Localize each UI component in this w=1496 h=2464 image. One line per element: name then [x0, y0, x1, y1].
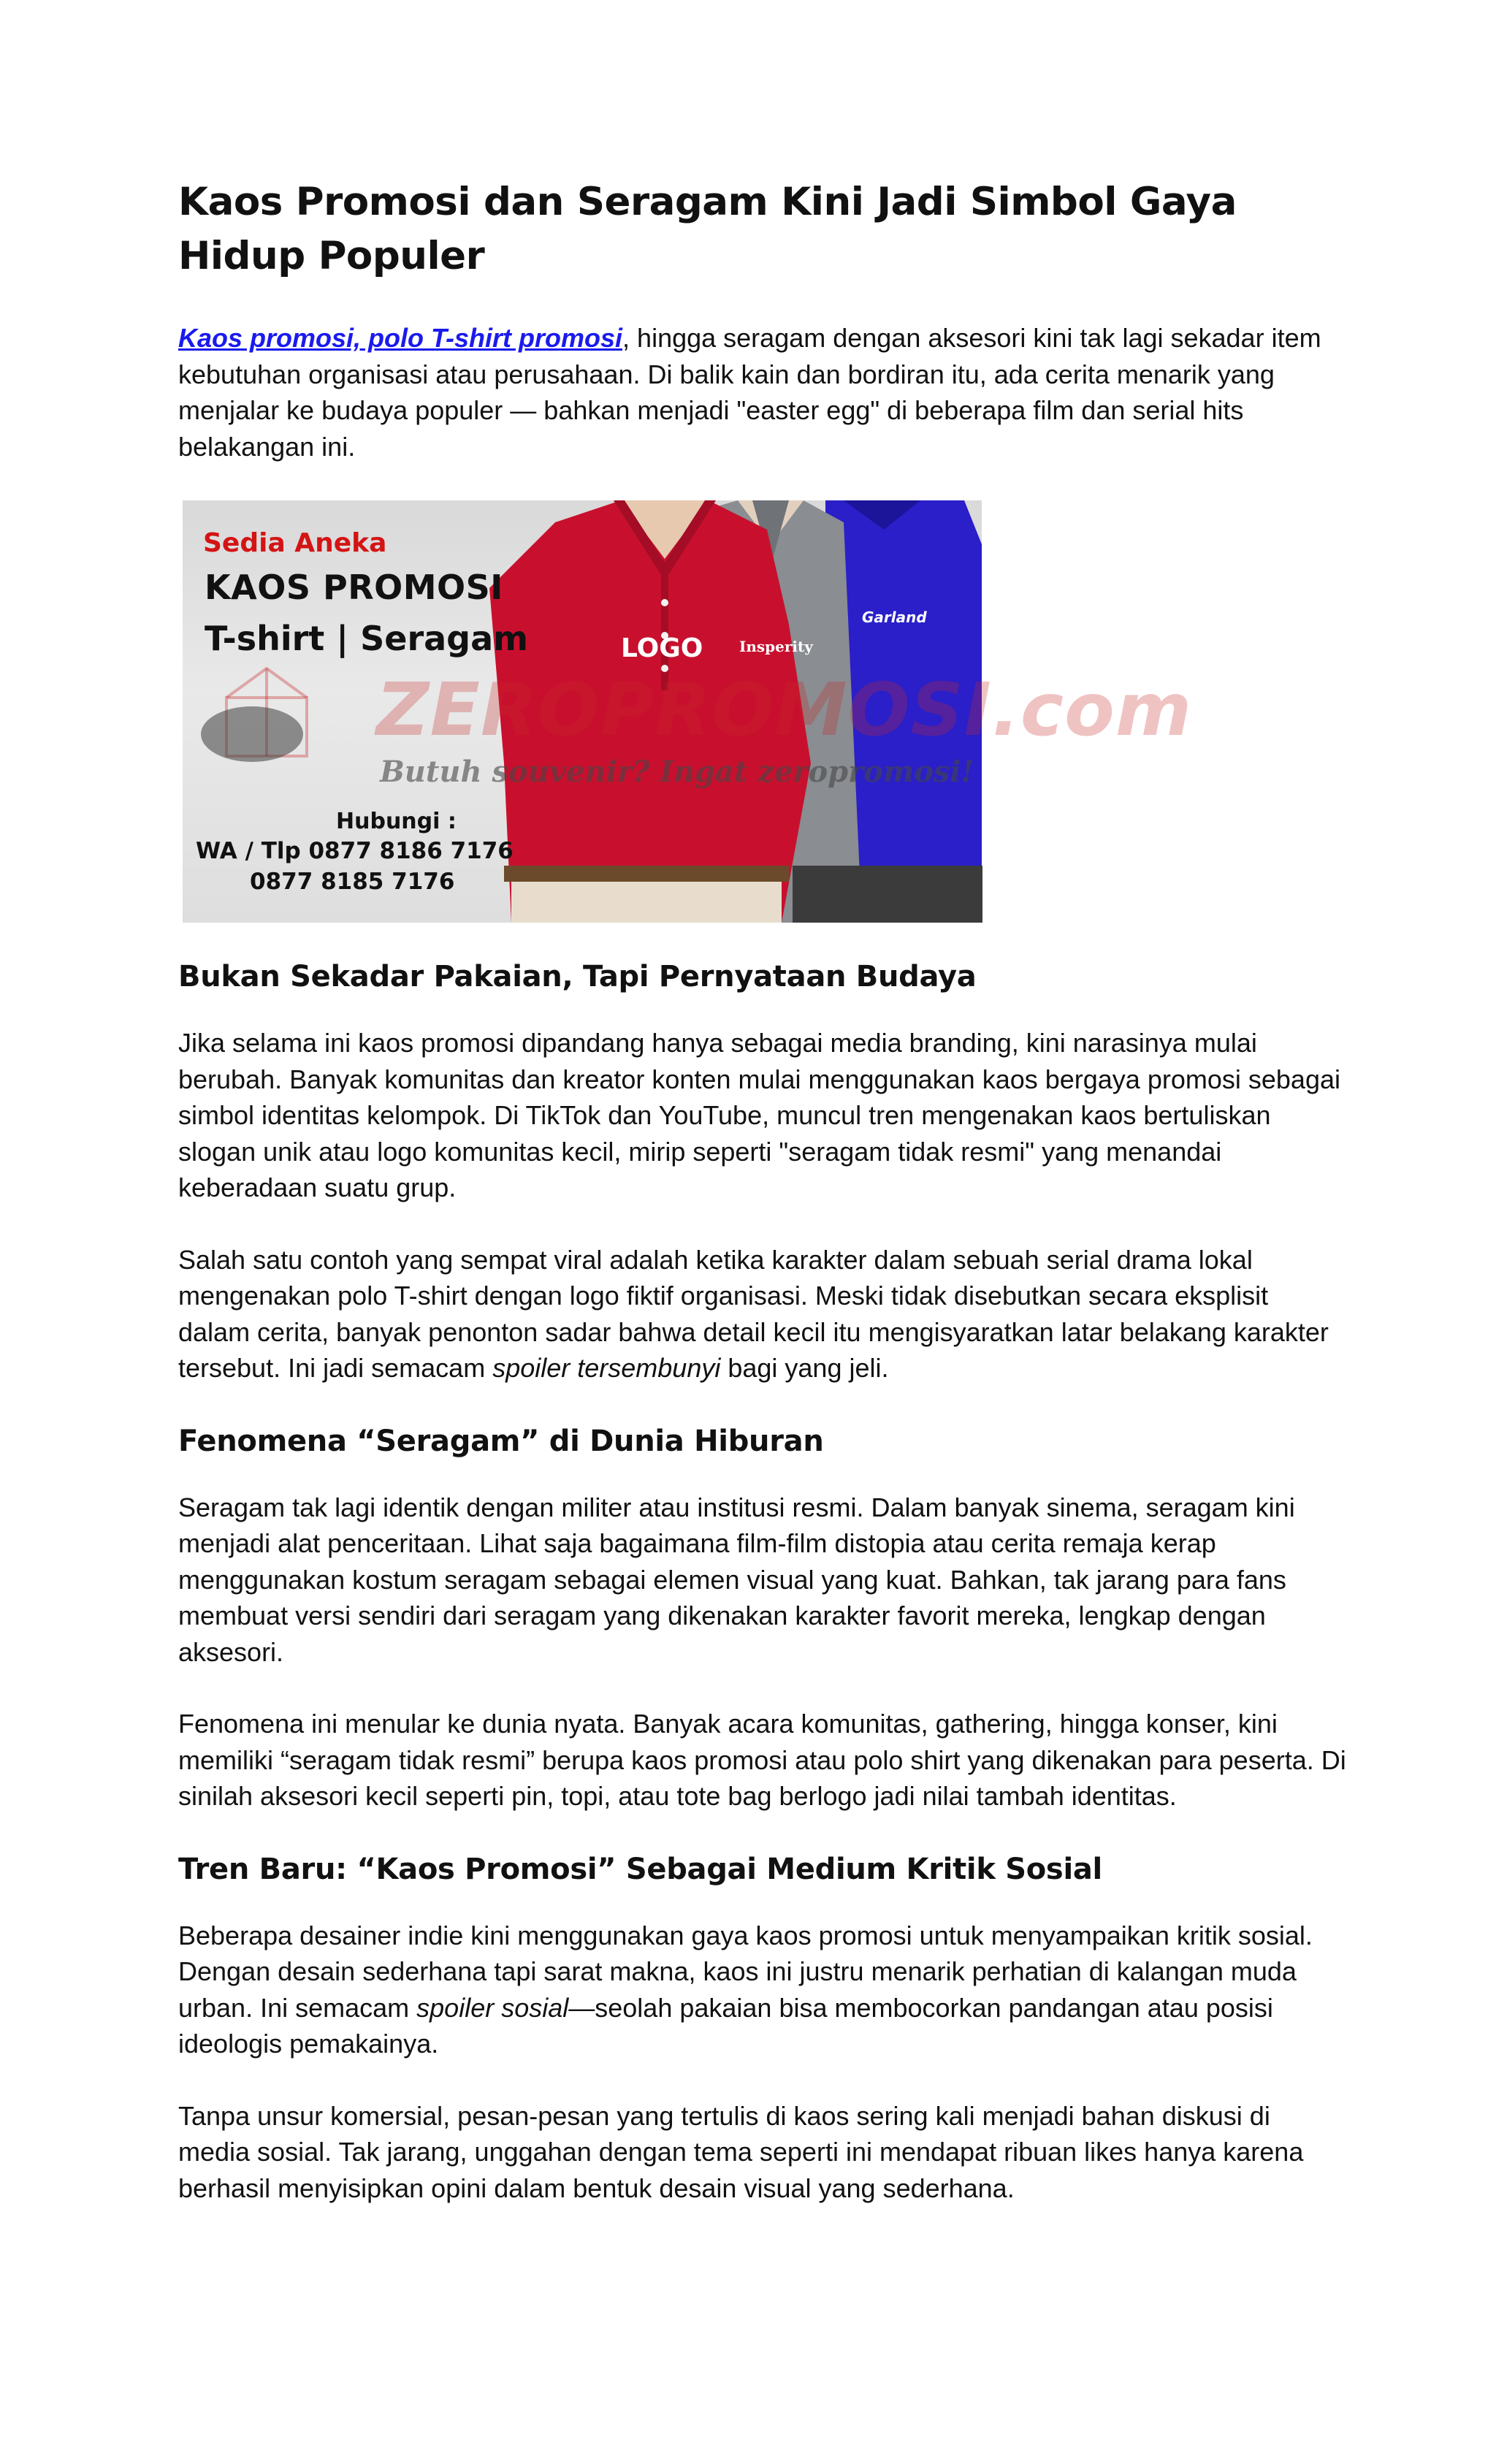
promo-banner-image: [183, 500, 1193, 923]
banner-line-kaos-promosi: KAOS PROMOSI: [205, 568, 503, 607]
section-heading-budaya: Bukan Sekadar Pakaian, Tapi Pernyataan Budaya: [178, 960, 977, 993]
intro-paragraph: [178, 320, 1347, 465]
section3-paragraph-1: [178, 1918, 1347, 2062]
banner-watermark: ZEROPROMOSI.com: [376, 667, 1193, 752]
shirt-logo-text: LOGO: [621, 633, 703, 663]
section1-paragraph-1: Jika selama ini kaos promosi dipandang hanya sebagai media branding, kini narasinya mulai berubah. Banyak komunitas dan kreator konten mulai menggunakan kaos bergaya promosi sebagai simbol identitas kelompok. Di TikTok dan YouTube, muncul tren mengenakan kaos bertuliskan slogan unik atau logo komunitas kecil, mirip seperti "seragam tidak resmi" yang menandai keberadaan suatu grup.: [178, 1028, 1340, 1202]
section-heading-fenomena: Fenomena “Seragam” di Dunia Hiburan: [178, 1424, 824, 1458]
banner-contact-label: Hubungi :: [336, 809, 457, 834]
section1-p2-emphasis: spoiler tersembunyi: [492, 1353, 721, 1383]
section3-p1-text-a: Beberapa desainer indie kini menggunakan gaya kaos promosi untuk menyampaikan kritik sosial. Dengan desain sederhana tapi sarat makna, kaos ini justru menarik perhatian di kalangan muda urban. Ini semacam: [178, 1920, 1313, 2023]
section1-p2-text-a: Salah satu contoh yang sempat viral adalah ketika karakter dalam sebuah serial drama lokal mengenakan polo T-shirt dengan logo fiktif organisasi. Meski tidak disebutkan secara eksplisit dalam cerita, banyak penonton sadar bahwa detail kecil itu mengisyaratkan latar belakang karakter tersebut. Ini jadi semacam: [178, 1244, 1329, 1383]
section-heading-tren-baru: Tren Baru: “Kaos Promosi” Sebagai Medium Kritik Sosial: [178, 1852, 1102, 1886]
shirt-brand-insperity: Insperity: [739, 638, 813, 655]
section1-paragraph-2: [178, 1242, 1347, 1387]
section2-paragraph-1: Seragam tak lagi identik dengan militer atau institusi resmi. Dalam banyak sinema, seragam kini menjadi alat penceritaan. Lihat saja bagaimana film-film distopia atau cerita remaja kerap menggunakan kostum seragam sebagai elemen visual yang kuat. Bahkan, tak jarang para fans membuat versi sendiri dari seragam yang dikenakan karakter favorit mereka, lengkap dengan aksesori.: [178, 1492, 1295, 1667]
banner-line-tshirt-seragam: T-shirt | Seragam: [205, 619, 529, 658]
shirt-brand-garland: Garland: [862, 609, 927, 626]
section1-p2-text-b: bagi yang jeli.: [720, 1353, 889, 1383]
banner-tagline: Butuh souvenir? Ingat zeropromosi!: [380, 755, 974, 789]
kaos-promosi-link[interactable]: Kaos promosi, polo T-shirt promosi: [178, 323, 623, 353]
section3-paragraph-2: Tanpa unsur komersial, pesan-pesan yang tertulis di kaos sering kali menjadi bahan diskusi di media sosial. Tak jarang, unggahan dengan tema seperti ini mendapat ribuan likes hanya karena berhasil menyisipkan opini dalam bentuk desain visual yang sederhana.: [178, 2100, 1304, 2203]
article: [178, 175, 1347, 2242]
banner-phone-1: WA / Tlp 0877 8186 7176: [196, 838, 514, 864]
banner-line-sedia: Sedia Aneka: [203, 528, 387, 558]
article-title: Kaos Promosi dan Seragam Kini Jadi Simbol Gaya Hidup Populer: [178, 180, 1237, 278]
banner-phone-2: 0877 8185 7176: [250, 869, 455, 895]
section2-paragraph-2: Fenomena ini menular ke dunia nyata. Banyak acara komunitas, gathering, hingga konser, kini memiliki “seragam tidak resmi” berupa kaos promosi atau polo shirt yang dikenakan para peserta. Di sinilah aksesori kecil seperti pin, topi, atau tote bag berlogo jadi nilai tambah identitas.: [178, 1709, 1346, 1811]
section3-p1-text-b: —seolah pakaian bisa membocorkan pandangan atau posisi ideologis pemakainya.: [178, 1992, 1273, 2059]
intro-text: , hingga seragam dengan aksesori kini tak lagi sekadar item kebutuhan organisasi atau perusahaan. Di balik kain dan bordiran itu, ada cerita menarik yang menjalar ke budaya populer — bahkan menjadi "easter egg" di beberapa film dan serial hits belakangan ini.: [178, 323, 1321, 462]
section3-p1-emphasis: spoiler sosial: [416, 1992, 569, 2023]
